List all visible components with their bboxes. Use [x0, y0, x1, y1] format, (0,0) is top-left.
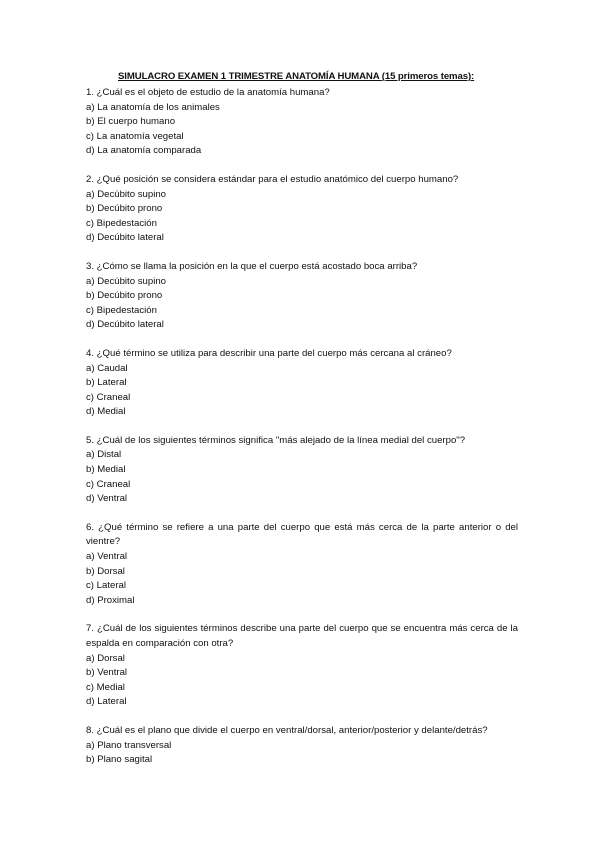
question-item	[86, 173, 518, 246]
option-d: d) Proximal	[86, 594, 135, 606]
option-b: b) Lateral	[86, 377, 127, 389]
question-text: 5. ¿Cuál de los siguientes términos significa "más alejado de la línea medial del cuerpo"?	[86, 434, 466, 446]
option-a: a) Dorsal	[86, 652, 125, 664]
option-a: a) Distal	[86, 449, 122, 461]
question-text: 2. ¿Qué posición se considera estándar para el estudio anatómico del cuerpo humano?	[86, 173, 459, 185]
question-text: 7. ¿Cuál de los siguientes términos describe una parte del cuerpo que se encuentra más cerca de la espalda en comparación con otra?	[86, 623, 518, 649]
question-item	[86, 347, 518, 420]
option-d: d) Decúbito lateral	[86, 232, 164, 244]
option-b: b) Dorsal	[86, 565, 125, 577]
option-b: b) Ventral	[86, 667, 128, 679]
option-list	[86, 101, 518, 159]
option-a: a) Ventral	[86, 551, 128, 563]
question-text: 4. ¿Qué término se utiliza para describir una parte del cuerpo más cercana al cráneo?	[86, 347, 452, 359]
option-d: d) Ventral	[86, 493, 128, 505]
option-list	[86, 739, 518, 768]
question-list	[86, 86, 518, 782]
question-item	[86, 86, 518, 159]
option-b: b) Medial	[86, 464, 126, 476]
question-item	[86, 724, 518, 768]
option-list	[86, 550, 518, 608]
option-c: c) Bipedestación	[86, 304, 157, 316]
option-d: d) Medial	[86, 406, 126, 418]
question-text: 6. ¿Qué término se refiere a una parte del cuerpo que está más cerca de la parte anterior o del vientre?	[86, 521, 518, 548]
option-d: d) La anatomía comparada	[86, 145, 202, 157]
question-text: 8. ¿Cuál es el plano que divide el cuerpo en ventral/dorsal, anterior/posterior y delante/detrás?	[86, 724, 488, 736]
option-a: a) Caudal	[86, 362, 128, 374]
question-item	[86, 434, 518, 507]
option-list	[86, 362, 518, 420]
option-b: b) Decúbito prono	[86, 203, 163, 215]
option-a: a) La anatomía de los animales	[86, 101, 220, 113]
question-text: 3. ¿Cómo se llama la posición en la que el cuerpo está acostado boca arriba?	[86, 260, 418, 272]
option-c: c) La anatomía vegetal	[86, 130, 184, 142]
option-b: b) Plano sagital	[86, 754, 153, 766]
option-b: b) Decúbito prono	[86, 290, 163, 302]
option-d: d) Decúbito lateral	[86, 319, 164, 331]
option-a: a) Plano transversal	[86, 739, 172, 751]
question-item	[86, 260, 518, 333]
option-c: c) Lateral	[86, 580, 126, 592]
option-list	[86, 652, 518, 710]
option-c: c) Craneal	[86, 391, 131, 403]
option-c: c) Bipedestación	[86, 217, 157, 229]
question-item	[86, 622, 518, 710]
option-list	[86, 275, 518, 333]
option-a: a) Decúbito supino	[86, 188, 166, 200]
option-a: a) Decúbito supino	[86, 275, 166, 287]
option-c: c) Craneal	[86, 478, 131, 490]
option-c: c) Medial	[86, 681, 125, 693]
option-b: b) El cuerpo humano	[86, 116, 176, 128]
option-list	[86, 188, 518, 246]
option-d: d) Lateral	[86, 696, 127, 708]
question-item	[86, 521, 518, 609]
question-text: 1. ¿Cuál es el objeto de estudio de la anatomía humana?	[86, 87, 330, 98]
option-list	[86, 448, 518, 506]
exam-title: SIMULACRO EXAMEN 1 TRIMESTRE ANATOMÍA HUMANA (15 primeros temas):	[118, 71, 475, 82]
